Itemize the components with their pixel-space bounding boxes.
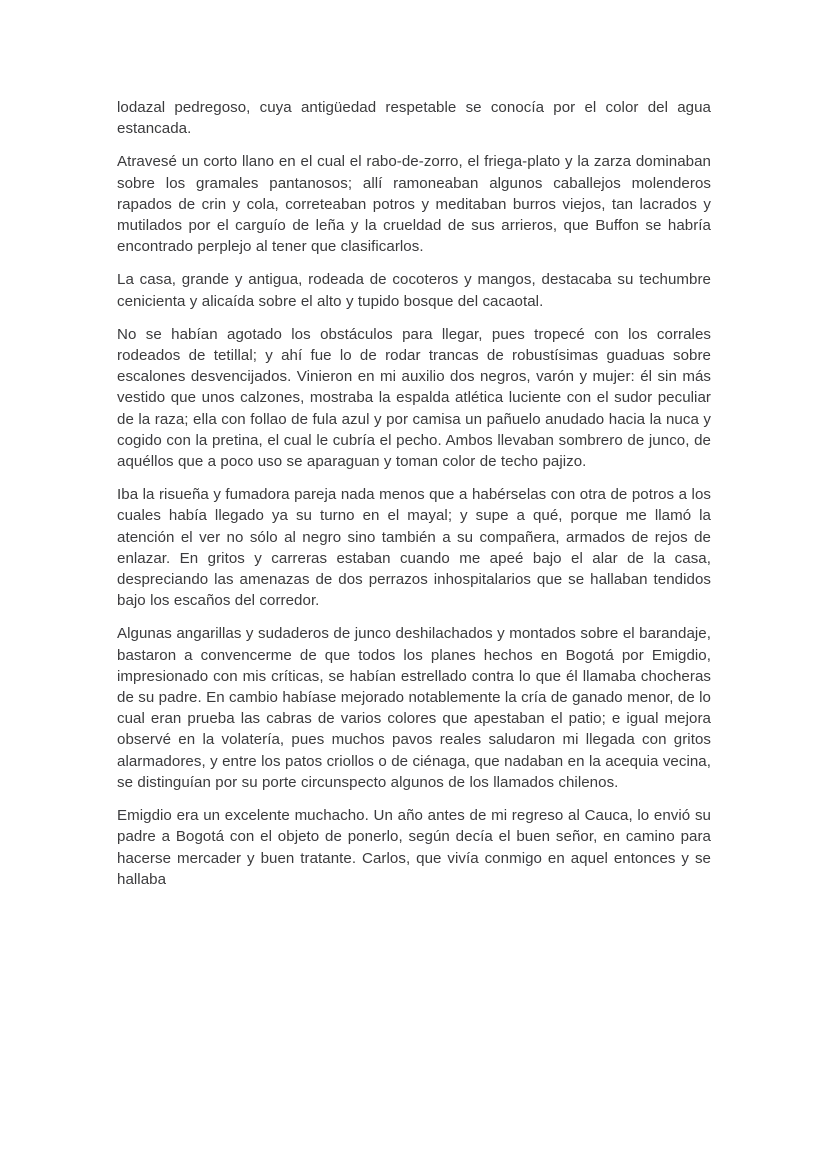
paragraph: No se habían agotado los obstáculos para llegar, pues tropecé con los corrales rodeados de tetillal; y ahí fue lo de rodar trancas de robustísimas guaduas sobre escalones desvencijados. Vinieron en mi auxilio dos negros, varón y mujer: él sin más vestido que unos calzones, mostraba la espalda atlética luciente con el sudor peculiar de la raza; ella con follao de fula azul y por camisa un pañuelo anudado hacia la nuca y cogido con la pretina, el cual le cubría el pecho. Ambos llevaban sombrero de junco, de aquéllos que a poco uso se aparaguan y toman color de techo pajizo. (117, 325, 711, 471)
paragraph: La casa, grande y antigua, rodeada de cocoteros y mangos, destacaba su techumbre cenicienta y alicaída sobre el alto y tupido bosque del cacaotal. (117, 271, 711, 310)
paragraph: Iba la risueña y fumadora pareja nada menos que a habérselas con otra de potros a los cuales había llegado ya su turno en el mayal; y supe a qué, porque me llamó la atención el ver no sólo al negro sino también a su compañera, armados de rejos de enlazar. En gritos y carreras estaban cuando me apeé bajo el alar de la casa, despreciando las amenazas de dos perrazos inhospitalarios que se hallaban tendidos bajo los escaños del corredor. (117, 486, 711, 610)
paragraph: lodazal pedregoso, cuya antigüedad respetable se conocía por el color del agua estancada. (117, 99, 711, 138)
paragraph: Algunas angarillas y sudaderos de junco deshilachados y montados sobre el barandaje, bastaron a convencerme de que todos los planes hechos en Bogotá por Emigdio, impresionado con mis críticas, se habían estrellado contra lo que él llamaba chocheras de su padre. En cambio habíase mejorado notablemente la cría de ganado menor, de lo cual eran prueba las cabras de varios colores que apestaban el patio; e igual mejora observé en la volatería, pues muchos pavos reales saludaron mi llegada con gritos alarmadores, y entre los patos criollos o de ciénaga, que nadaban en la acequia vecina, se distinguían por su porte circunspecto algunos de los llamados chilenos. (117, 625, 711, 791)
body-text-column (117, 97, 711, 890)
paragraph: Atravesé un corto llano en el cual el rabo-de-zorro, el friega-plato y la zarza dominaban sobre los gramales pantanosos; allí ramoneaban algunos caballejos molenderos rapados de crin y cola, correteaban potros y meditaban burros viejos, tan lacrados y mutilados por el carguío de leña y la crueldad de sus arrieros, que Buffon se habría encontrado perplejo al tener que clasificarlos. (117, 153, 711, 256)
paragraph: Emigdio era un excelente muchacho. Un año antes de mi regreso al Cauca, lo envió su padre a Bogotá con el objeto de ponerlo, según decía el buen señor, en camino para hacerse mercader y buen tratante. Carlos, que vivía conmigo en aquel entonces y se hallaba (117, 807, 711, 888)
